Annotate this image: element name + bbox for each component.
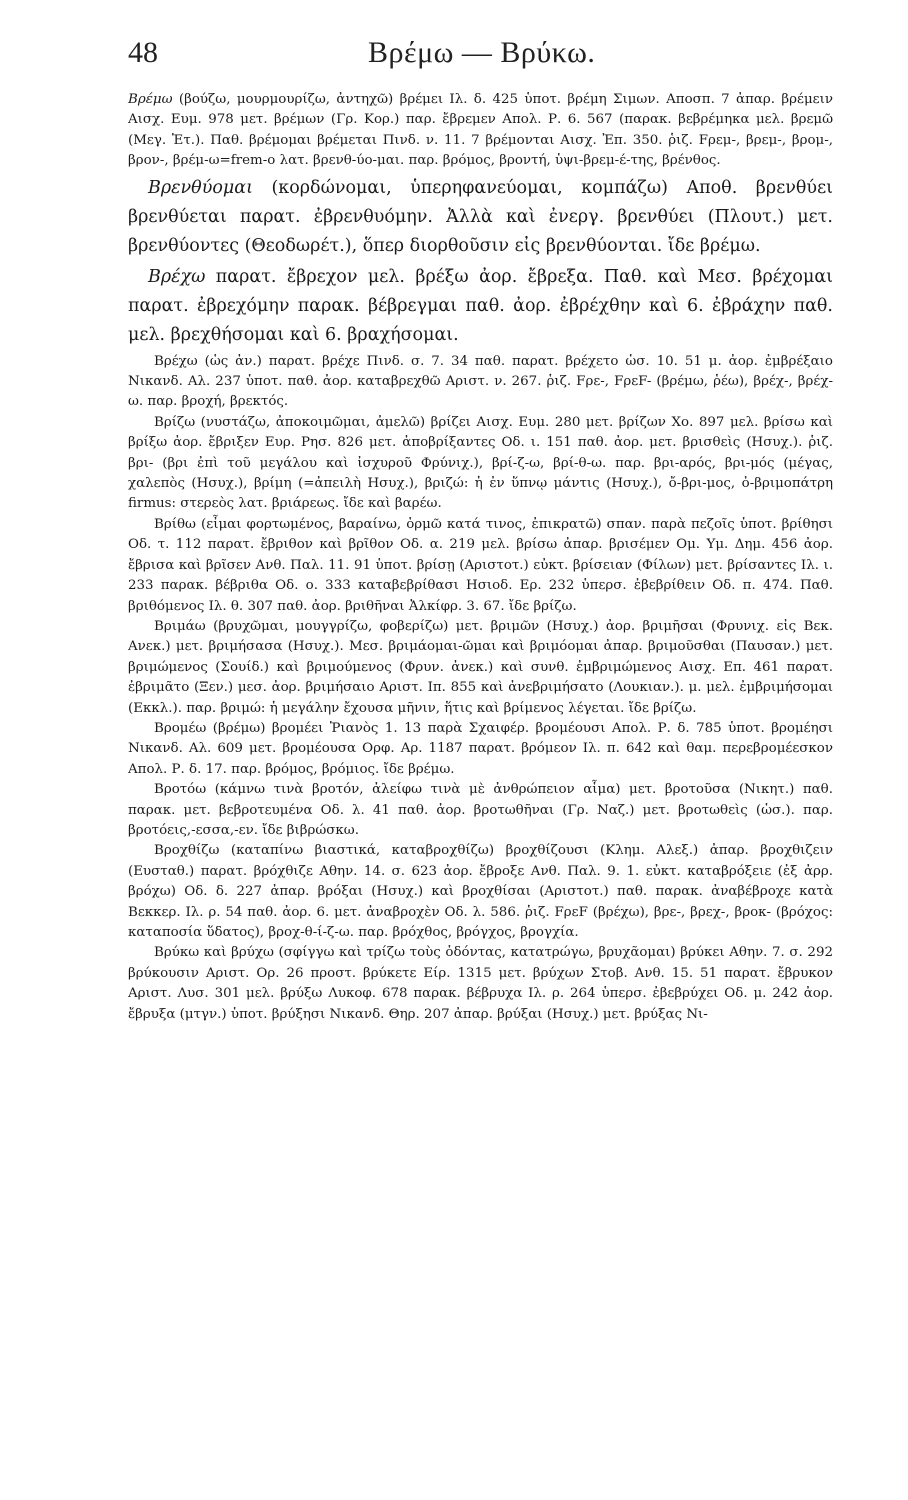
running-head: Βρέμω — Βρύκω.: [368, 36, 596, 69]
entry-text: καὶ βρύχω (σφίγγω καὶ τρίζω τοὺς ὀδόντας, κατατρώγω, βρυχᾶομαι) βρύκει Αθην. 7. σ. 292 βρύκουσιν Αριστ. Ορ. 26 προστ. βρύκετε Είρ. 1315 μετ. βρύχων Στοβ. Ανθ. 15. 51 παρατ. ἔβρυκον Αριστ. Λυσ. 301 μελ. βρύξω Λυκοφ. 678 παρακ. βέβρυχα Ιλ. ρ. 264 ὑπερσ. ἐβεβρύχει Οδ. μ. 242 ἀορ. ἔβρυξα (μτγν.) ὑποτ. βρύξησι Νικανδ. Θηρ. 207 ἀπαρ. βρύξαι (Ησυχ.) μετ. βρύξας Νι-: [128, 945, 833, 1022]
entry-text: (βρυχῶμαι, μουγγρίζω, φοβερίζω) μετ. βριμῶν (Ησυχ.) ἀορ. βριμῆσαι (Φρυνιχ. εἰς Βεκ. Ανεκ.) μετ. βριμήσασα (Ησυχ.). Μεσ. βριμάομαι-ῶμαι καὶ βριμόομαι ἀπαρ. βριμοῦσθαι (Παυσαν.) μετ. βριμώμενος (Σουίδ.) καὶ βριμούμενος (Φρυν. ἀνεκ.) καὶ συνθ. ἐμβριμώμενος Αισχ. Επ. 461 παρατ. ἐβριμᾶτο (Ξεν.) μεσ. ἀορ. βριμήσαιο Αριστ. Ιπ. 855 καὶ ἀνεβριμήσατο (Λουκιαν.). μ. μελ. ἐμβριμήσομαι (Εκκλ.). παρ. βριμώ: ἡ μεγάλην ἔχουσα μῆνιν, ἥτις καὶ βρίμενος λέγεται. ἴδε βρίζω.: [128, 618, 833, 716]
entry-headword: Βρίθω: [154, 516, 196, 532]
dictionary-entry: [128, 780, 833, 841]
entry-text: (καταπίνω βιαστικά, καταβροχθίζω) βροχθίζουσι (Κλημ. Αλεξ.) ἀπαρ. βροχθιζειν (Ευσταθ.) παρατ. βρόχθιζε Αθην. 14. σ. 623 ἀορ. ἔβροξε Ανθ. Παλ. 9. 1. εὐκτ. καταβρόξειε (ἐξ ἀρρ. βρόχω) Οδ. δ. 227 ἀπαρ. βρόξαι (Ησυχ.) καὶ βροχθίσαι (Αριστοτ.) παθ. παρακ. ἀναβέβροχε κατὰ Βεκκερ. Ιλ. ρ. 54 παθ. ἀορ. 6. μετ. ἀναβροχὲν Οδ. λ. 586. ῥιζ. FρεF (βρέχω), βρε-, βρεχ-, βροκ- (βρόχος: καταποσία ὕδατος), βροχ-θ-ί-ζ-ω. παρ. βρόχθος, βρόγχος, βρογχία.: [128, 843, 833, 940]
dictionary-entry: [128, 943, 833, 1025]
dictionary-entry: [128, 174, 833, 261]
entry-headword: Βροχθίζω: [154, 843, 220, 859]
entry-headword: Βρύκω: [154, 945, 200, 961]
dictionary-entry: [128, 263, 833, 350]
entry-text: (κορδώνομαι, ὑπερηφανεύομαι, κομπάζω) Αποθ. βρενθύει βρενθύεται παρατ. ἐβρενθυόμην. Ἀλλὰ καὶ ἐνεργ. βρενθύει (Πλουτ.) μετ. βρενθύοντες (Θεοδωρέτ.), ὅπερ διορθοῦσιν εἰς βρενθύονται. ἴδε βρέμω.: [128, 177, 833, 256]
dictionary-entry: [128, 841, 833, 943]
entry-text: (νυστάζω, ἀποκοιμῶμαι, ἀμελῶ) βρίζει Αισχ. Ευμ. 280 μετ. βρίζων Χο. 897 μελ. βρίσω καὶ βρίξω ἀορ. ἔβριξεν Ευρ. Ρησ. 826 μετ. ἀποβρίξαντες Οδ. ι. 151 παθ. ἀορ. μετ. βρισθεὶς (Ησυχ.). ῥιζ. βρι- (βρι ἐπὶ τοῦ μεγάλου καὶ ἰσχυροῦ Φρύνιχ.), βρί-ζ-ω, βρί-θ-ω. παρ. βρι-αρός, βρι-μός (μέγας, χαλεπὸς (Ησυχ.), βρίμη (=ἀπειλὴ Ησυχ.), βριζώ: ἡ ἐν ὕπνῳ μάντις (Ησυχ.), ὄ-βρι-μος, ὀ-βριμοπάτρη firmus: στερεὸς λατ. βριάρεως. ἴδε καὶ βαρέω.: [128, 414, 833, 512]
entry-headword: Βρέχω: [154, 353, 198, 369]
entry-text: (βούζω, μουρμουρίζω, ἀντηχῶ) βρέμει Ιλ. δ. 425 ὑποτ. βρέμη Σιμων. Αποσπ. 7 ἀπαρ. βρέμειν Αισχ. Ευμ. 978 μετ. βρέμων (Γρ. Κορ.) παρ. ἔβρεμεν Απολ. Ρ. 6. 567 (παρακ. βεβρέμηκα μελ. βρεμῶ (Μεγ. Ἐτ.). Παθ. βρέμομαι βρέμεται Πινδ. ν. 11. 7 βρέμονται Αισχ. Ἐπ. 350. ῥιζ. Fρεμ-, βρεμ-, βρομ-, βρον-, βρέμ-ω=frem-o λατ. βρενθ-ύο-μαι. παρ. βρόμος, βροντή, ὑψι-βρεμ-έ-της, βρένθος.: [128, 92, 833, 169]
entry-headword: Βρομέω: [154, 720, 207, 736]
dictionary-entry: [128, 719, 833, 780]
dictionary-entry: [128, 413, 833, 515]
entry-headword: Βριμάω: [154, 618, 206, 634]
page-number: 48: [128, 36, 158, 69]
entry-headword: Βρίζω: [154, 414, 196, 430]
entry-text: (ὡς ἀν.) παρατ. βρέχε Πινδ. σ. 7. 34 παθ. παρατ. βρέχετο ὡσ. 10. 51 μ. ἀορ. ἐμβρέξαιο Νικανδ. Αλ. 237 ὑποτ. παθ. ἀορ. καταβρεχθῶ Αριστ. ν. 267. ῥιζ. Fρε-, FρεF- (βρέμω, ῥέω), βρέχ-, βρέχ-ω. παρ. βροχή, βρεκτός.: [128, 353, 833, 410]
entry-headword: Βρέχω: [148, 266, 206, 287]
entry-text: (βρέμω) βρομέει Ῥιανὸς 1. 13 παρὰ Σχαιφέρ. βρομέουσι Απολ. Ρ. δ. 785 ὑποτ. βρομέησι Νικανδ. Αλ. 609 μετ. βρομέουσα Ορφ. Αρ. 1187 παρατ. βρόμεον Ιλ. π. 642 καὶ θαμ. περεβρομέεσκον Απολ. Ρ. δ. 17. παρ. βρόμος, βρόμιος. ἴδε βρέμω.: [128, 720, 833, 777]
dictionary-entry: [128, 90, 833, 172]
dictionary-entry: [128, 617, 833, 719]
dictionary-body: [128, 90, 833, 1025]
dictionary-entry: [128, 515, 833, 617]
entry-headword: Βρενθύομαι: [148, 177, 253, 198]
entry-text: (εἶμαι φορτωμένος, βαραίνω, ὁρμῶ κατά τινος, ἐπικρατῶ) σπαν. παρὰ πεζοῖς ὑποτ. βρίθησι Οδ. τ. 112 παρατ. ἔβριθον καὶ βρῖθον Οδ. α. 219 μελ. βρίσω ἀπαρ. βρισέμεν Ομ. Υμ. Δημ. 456 ἀορ. ἔβρισα καὶ βρῖσεν Ανθ. Παλ. 11. 91 ὑποτ. βρίσῃ (Αριστοτ.) εὐκτ. βρίσειαν (Φίλων) μετ. βρίσαντες Ιλ. ι. 233 παρακ. βέβριθα Οδ. ο. 333 καταβεβρίθασι Ησιοδ. Ερ. 232 ὑπερσ. ἐβεβρίθειν Οδ. π. 474. Παθ. βριθόμενος Ιλ. θ. 307 παθ. ἀορ. βριθῆναι Ἀλκίφρ. 3. 67. ἴδε βρίζω.: [128, 516, 833, 614]
entry-headword: Βρέμω: [128, 92, 173, 107]
entry-text: (κάμνω τινὰ βροτόν, ἀλείφω τινὰ μὲ ἀνθρώπειον αἷμα) μετ. βροτοῦσα (Νικητ.) παθ. παρακ. μετ. βεβροτευμένα Οδ. λ. 41 παθ. ἀορ. βροτωθῆναι (Γρ. Ναζ.) μετ. βροτωθεὶς (ὡσ.). παρ. βροτόεις,-εσσα,-εν. ἴδε βιβρώσκω.: [128, 782, 833, 838]
entry-text: παρατ. ἔβρεχον μελ. βρέξω ἀορ. ἔβρεξα. Παθ. καὶ Μεσ. βρέχομαι παρατ. ἐβρεχόμην παρακ. βέβρεγμαι παθ. ἀορ. ἐβρέχθην καὶ 6. ἐβράχην παθ. μελ. βρεχθήσομαι καὶ 6. βραχήσομαι.: [128, 266, 833, 345]
entry-headword: Βροτόω: [154, 782, 207, 798]
page-header: [128, 34, 818, 84]
dictionary-entry: [128, 352, 833, 413]
